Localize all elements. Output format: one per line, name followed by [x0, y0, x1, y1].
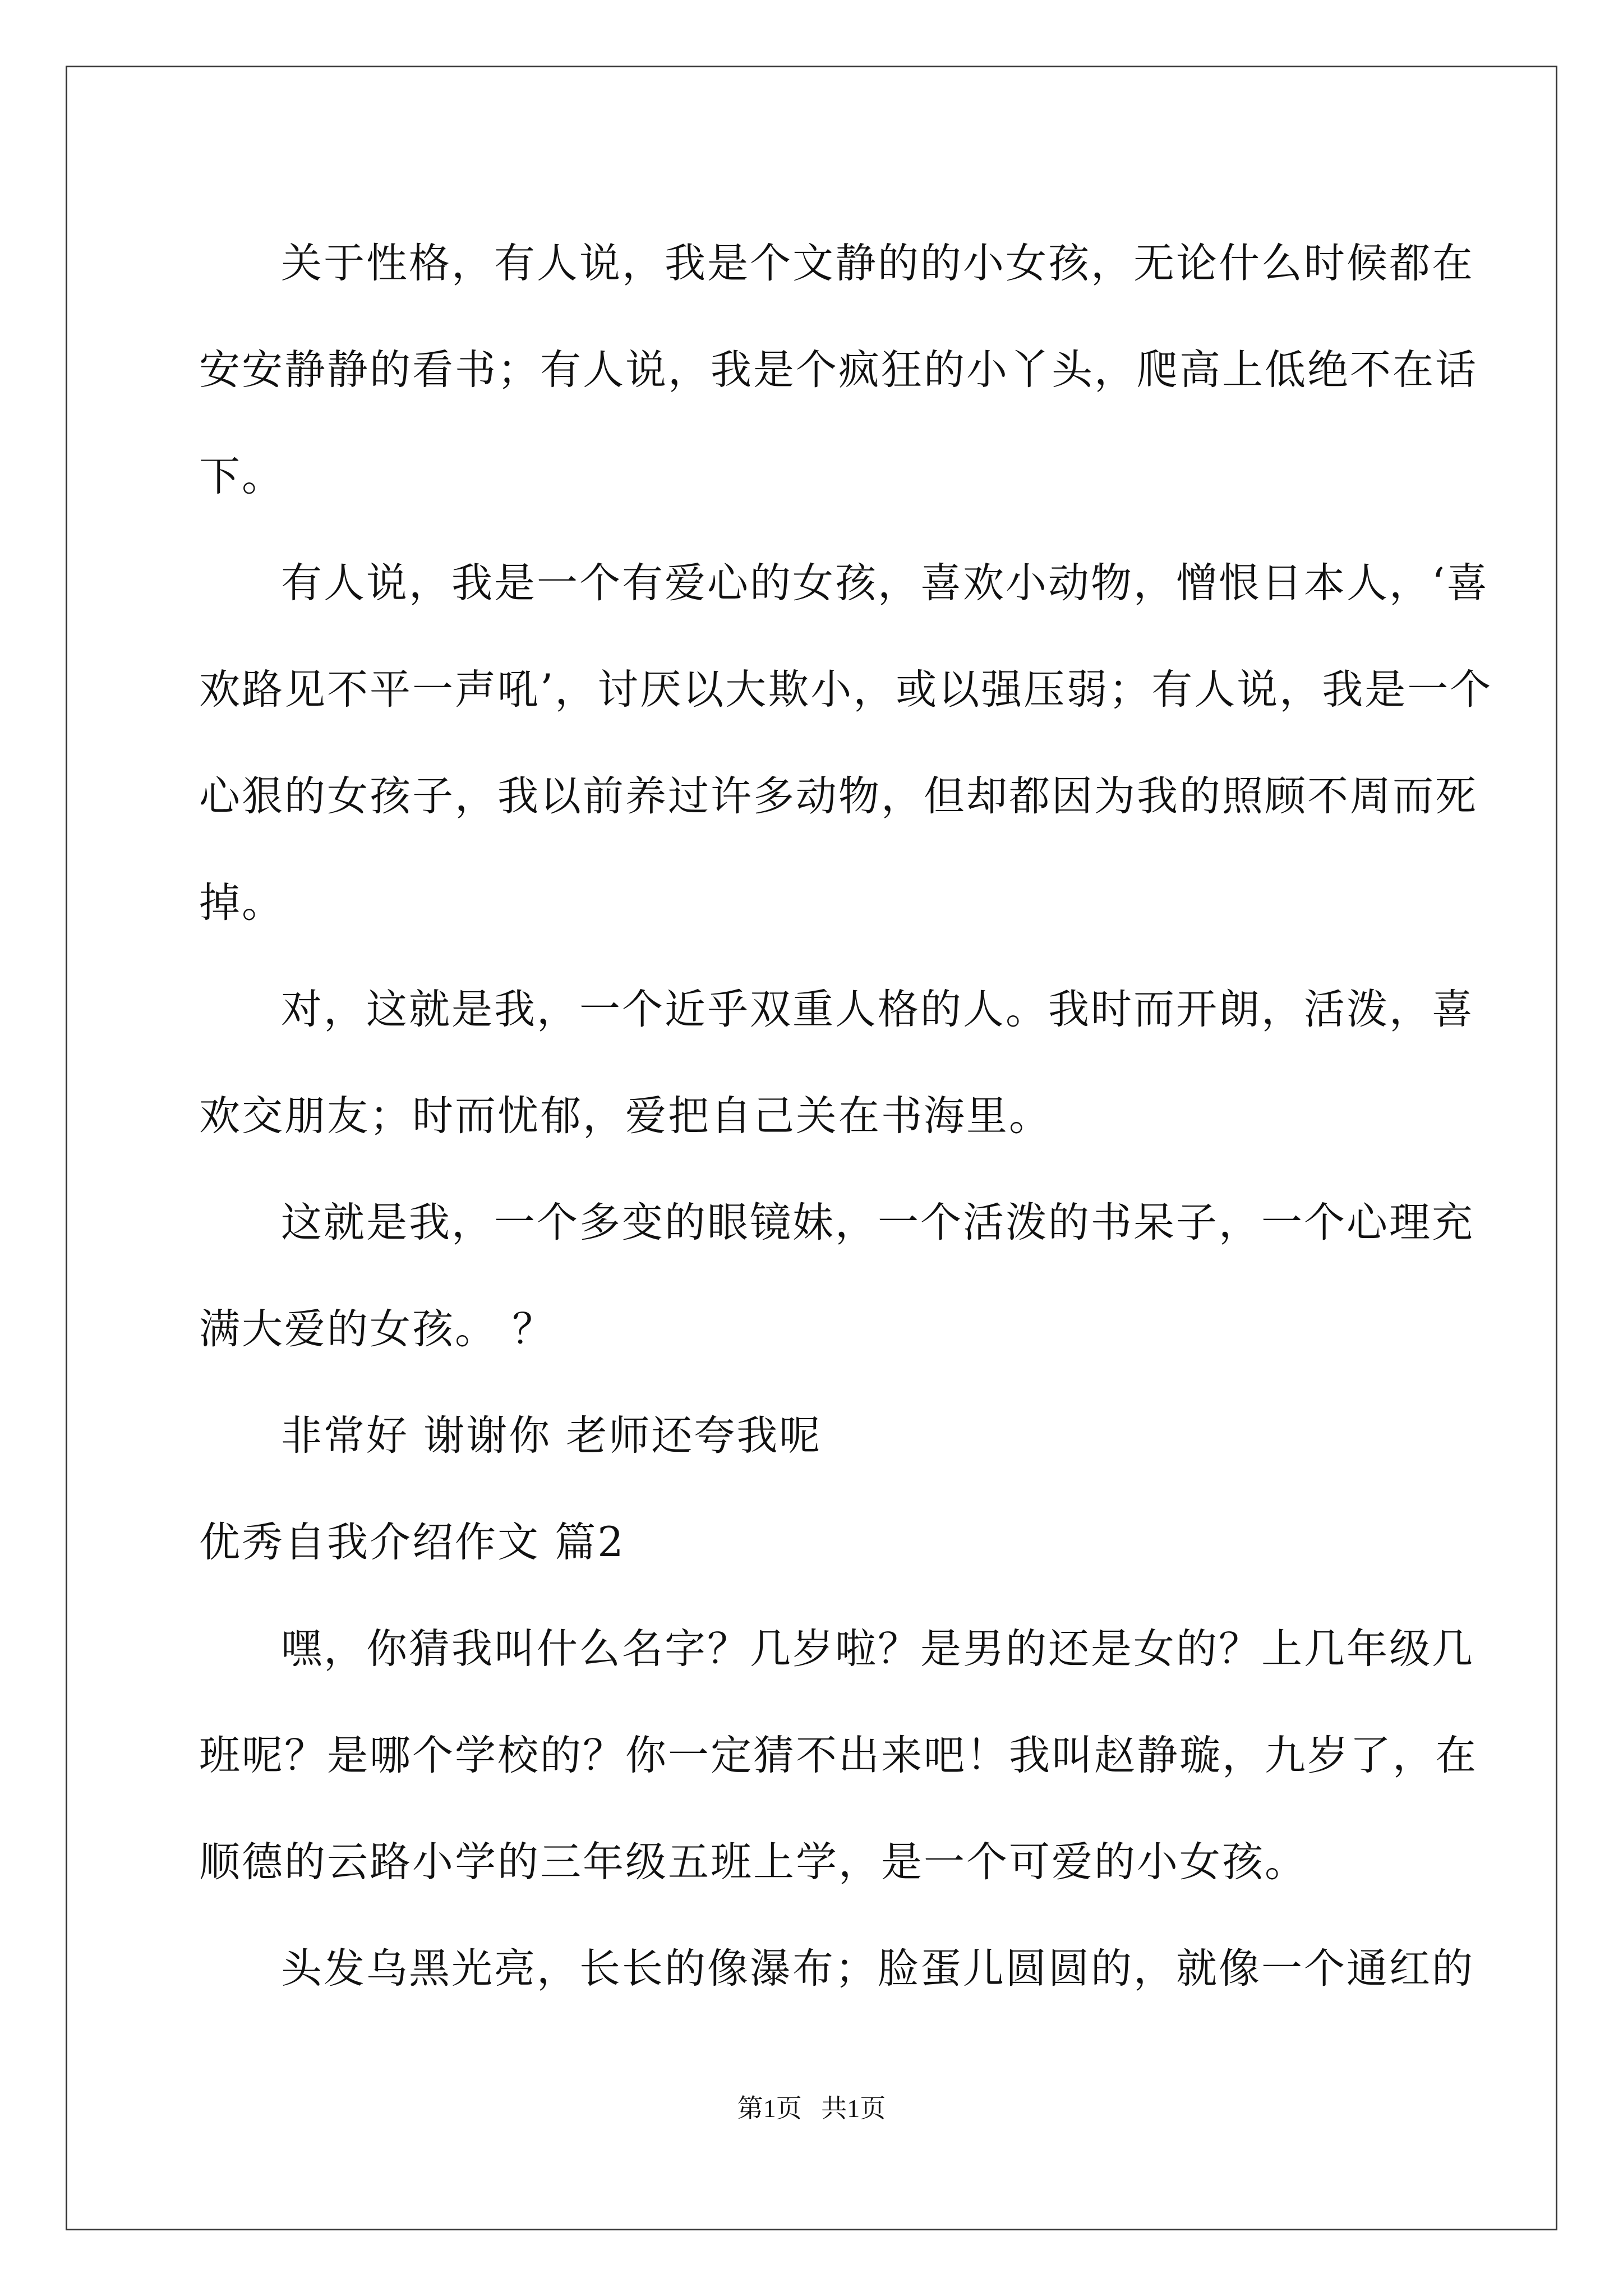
text-line: 欢路见不平一声吼’，讨厌以大欺小，或以强压弱；有人说，我是一个	[199, 666, 1493, 714]
text-line: 对，这就是我，一个近乎双重人格的人。我时而开朗，活泼，喜	[281, 986, 1474, 1033]
paragraph	[199, 1383, 1430, 1489]
text-line: 满大爱的女孩。 ？	[199, 1305, 555, 1353]
paragraph	[199, 1596, 1478, 1916]
text-line: 头发乌黑光亮，长长的像瀑布；脸蛋儿圆圆的，就像一个通红的	[281, 1945, 1474, 1993]
paragraph	[199, 1170, 1474, 1383]
section-heading	[199, 1489, 1430, 1596]
text-line: 安安静静的看书；有人说，我是个疯狂的小丫头，爬高上低绝不在话	[199, 346, 1478, 394]
text-line: 关于性格，有人说，我是个文静的的小女孩，无论什么时候都在	[281, 240, 1474, 287]
page-footer: 第1页 共1页	[737, 2094, 886, 2123]
text-line: 欢交朋友；时而忧郁，爱把自己关在书海里。	[199, 1092, 1052, 1140]
text-line: 心狠的女孩子，我以前养过许多动物，但却都因为我的照顾不周而死	[199, 772, 1478, 820]
text-line: 班呢？是哪个学校的？你一定猜不出来吧！我叫赵静璇，九岁了，在	[199, 1732, 1478, 1779]
text-line: 下。	[199, 453, 284, 500]
text-line: 掉。	[199, 879, 284, 927]
text-line: 顺德的云路小学的三年级五班上学，是一个可爱的小女孩。	[199, 1838, 1307, 1886]
paragraph	[199, 530, 1493, 956]
document-body	[199, 210, 1493, 2022]
text-line: 优秀自我介绍作文 篇2	[199, 1519, 625, 1566]
paragraph	[199, 956, 1474, 1170]
text-line: 有人说，我是一个有爱心的女孩，喜欢小动物，憎恨日本人，‘喜	[281, 559, 1490, 607]
paragraph	[199, 210, 1478, 530]
text-line: 非常好 谢谢你 老师还夸我呢	[281, 1412, 822, 1460]
text-line: 这就是我，一个多变的眼镜妹，一个活泼的书呆子，一个心理充	[281, 1199, 1474, 1246]
paragraph	[199, 1916, 1474, 2022]
text-line: 嘿，你猜我叫什么名字？几岁啦？是男的还是女的？上几年级几	[281, 1625, 1474, 1673]
